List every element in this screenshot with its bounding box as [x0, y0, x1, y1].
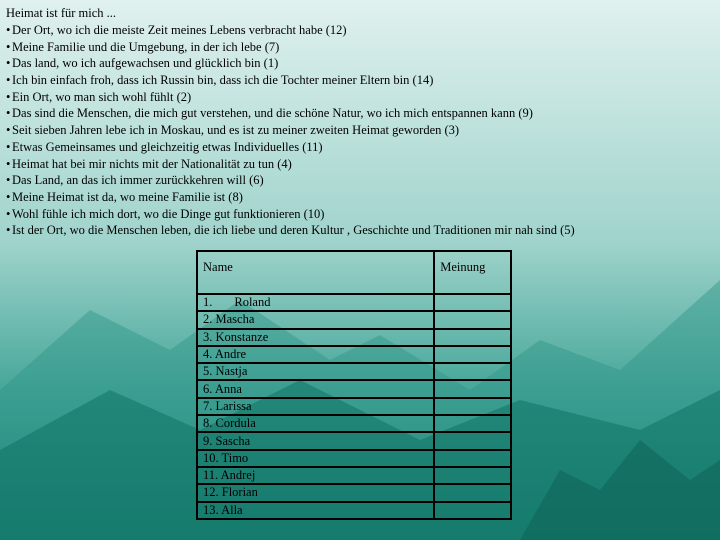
opinion-cell[interactable]: [434, 329, 511, 346]
bullet-icon: •: [6, 189, 11, 204]
name-cell: [197, 346, 434, 363]
row-name: Andrej: [220, 468, 256, 483]
list-item: [6, 89, 714, 106]
list-item-text: Das Land, an das ich immer zurückkehren will (6): [12, 173, 264, 188]
row-number: 13.: [203, 502, 219, 517]
list-item-text: Ich bin einfach froh, dass ich Russin bin, dass ich die Tochter meiner Eltern bin (14): [12, 73, 434, 88]
name-cell: [197, 415, 434, 432]
row-name: Nastja: [215, 364, 248, 379]
row-number: 9.: [203, 433, 213, 448]
opinion-cell[interactable]: [434, 432, 511, 449]
name-cell: [197, 450, 434, 467]
row-name: Sascha: [215, 433, 251, 448]
table-row: [197, 467, 511, 484]
list-item-text: Ist der Ort, wo die Menschen leben, die ich liebe und deren Kultur , Geschichte und Traditionen mir nah sind (5): [12, 223, 575, 238]
list-item-text: Seit sieben Jahren lebe ich in Moskau, und es ist zu meiner zweiten Heimat geworden (3): [12, 123, 460, 138]
opinion-cell[interactable]: [434, 363, 511, 380]
table-row: [197, 415, 511, 432]
list-item-text: Etwas Gemeinsames und gleichzeitig etwas Individuelles (11): [12, 139, 323, 154]
opinion-cell[interactable]: [434, 398, 511, 415]
bullet-icon: •: [6, 139, 11, 154]
opinion-table: [196, 250, 512, 520]
name-cell: [197, 311, 434, 328]
bullet-icon: •: [6, 23, 11, 37]
table-row: [197, 450, 511, 467]
list-item: [6, 22, 714, 39]
table-row: [197, 484, 511, 501]
table-row: [197, 346, 511, 363]
row-number: 5.: [203, 364, 213, 379]
row-name: Mascha: [215, 312, 255, 327]
bullet-icon: •: [6, 156, 11, 171]
list-item: [6, 206, 714, 223]
list-item: [6, 172, 714, 189]
list-item: [6, 222, 714, 239]
row-number: 4.: [203, 347, 213, 362]
table-row: [197, 432, 511, 449]
row-name: Roland: [234, 295, 271, 310]
opinion-column-header: Meinung: [434, 251, 511, 294]
bullet-icon: •: [6, 173, 11, 188]
row-number: 11.: [203, 468, 219, 483]
opinion-cell[interactable]: [434, 484, 511, 501]
list-heading: Heimat ist für mich ...: [6, 6, 117, 20]
row-name: Konstanze: [215, 329, 269, 344]
row-name: Andre: [214, 347, 247, 362]
table-row: [197, 294, 511, 311]
row-name: Alla: [221, 502, 243, 517]
name-cell: [197, 484, 434, 501]
table-row: [197, 311, 511, 328]
list-item: [6, 39, 714, 56]
table-row: [197, 502, 511, 519]
table-row: [197, 380, 511, 397]
row-number: 7.: [203, 398, 213, 413]
list-item: [6, 122, 714, 139]
row-number: 6.: [203, 381, 213, 396]
opinion-cell[interactable]: [434, 380, 511, 397]
list-item: [6, 105, 714, 122]
opinion-cell[interactable]: [434, 311, 511, 328]
table-row: [197, 329, 511, 346]
opinion-cell[interactable]: [434, 294, 511, 311]
row-name: Anna: [214, 381, 242, 396]
name-cell: [197, 329, 434, 346]
row-number: 10.: [203, 450, 219, 465]
name-cell: [197, 380, 434, 397]
list-item: [6, 139, 714, 156]
name-cell: [197, 502, 434, 519]
opinion-cell[interactable]: [434, 346, 511, 363]
bullet-icon: •: [6, 123, 11, 138]
bullet-icon: •: [6, 223, 11, 238]
row-name: Timo: [221, 450, 249, 465]
row-number: 2.: [203, 312, 213, 327]
opinion-cell[interactable]: [434, 502, 511, 519]
name-cell: [197, 294, 434, 311]
bullet-icon: •: [6, 89, 11, 104]
list-item-text: Heimat hat bei mir nichts mit der Nationalität zu tun (4): [12, 156, 292, 171]
bullet-icon: •: [6, 56, 11, 71]
opinion-cell[interactable]: [434, 450, 511, 467]
row-name: Larissa: [215, 398, 252, 413]
row-name: Cordula: [215, 416, 256, 431]
table-row: [197, 398, 511, 415]
bullet-icon: •: [6, 206, 11, 221]
row-number: 12.: [203, 485, 219, 500]
row-number: 8.: [203, 416, 213, 431]
list-item-text: Der Ort, wo ich die meiste Zeit meines Lebens verbracht habe (12): [12, 23, 347, 37]
bullet-icon: •: [6, 73, 11, 88]
list-item-text: Ein Ort, wo man sich wohl fühlt (2): [12, 89, 192, 104]
row-number: 3.: [203, 329, 213, 344]
name-cell: [197, 363, 434, 380]
list-item: [6, 189, 714, 206]
opinion-cell[interactable]: [434, 415, 511, 432]
list-item-text: Wohl fühle ich mich dort, wo die Dinge gut funktionieren (10): [12, 206, 325, 221]
list-item-text: Meine Heimat ist da, wo meine Familie ist (8): [12, 189, 243, 204]
list-item: [6, 156, 714, 173]
list-item: [6, 72, 714, 89]
name-cell: [197, 398, 434, 415]
list-item: [6, 55, 714, 72]
name-cell: [197, 467, 434, 484]
list-item-text: Das sind die Menschen, die mich gut verstehen, und die schöne Natur, wo ich mich entspannen kann (9): [12, 106, 533, 121]
name-cell: [197, 432, 434, 449]
table-header-row: [197, 251, 511, 294]
name-column-header: Name: [197, 251, 434, 294]
row-name: Florian: [221, 485, 258, 500]
opinion-cell[interactable]: [434, 467, 511, 484]
row-number: 1.: [203, 295, 213, 310]
list-item-text: Das land, wo ich aufgewachsen und glücklich bin (1): [12, 56, 279, 71]
table-row: [197, 363, 511, 380]
bullet-icon: •: [6, 106, 11, 121]
statement-list: [6, 5, 714, 239]
list-item-text: Meine Familie und die Umgebung, in der ich lebe (7): [12, 39, 280, 54]
bullet-icon: •: [6, 39, 11, 54]
